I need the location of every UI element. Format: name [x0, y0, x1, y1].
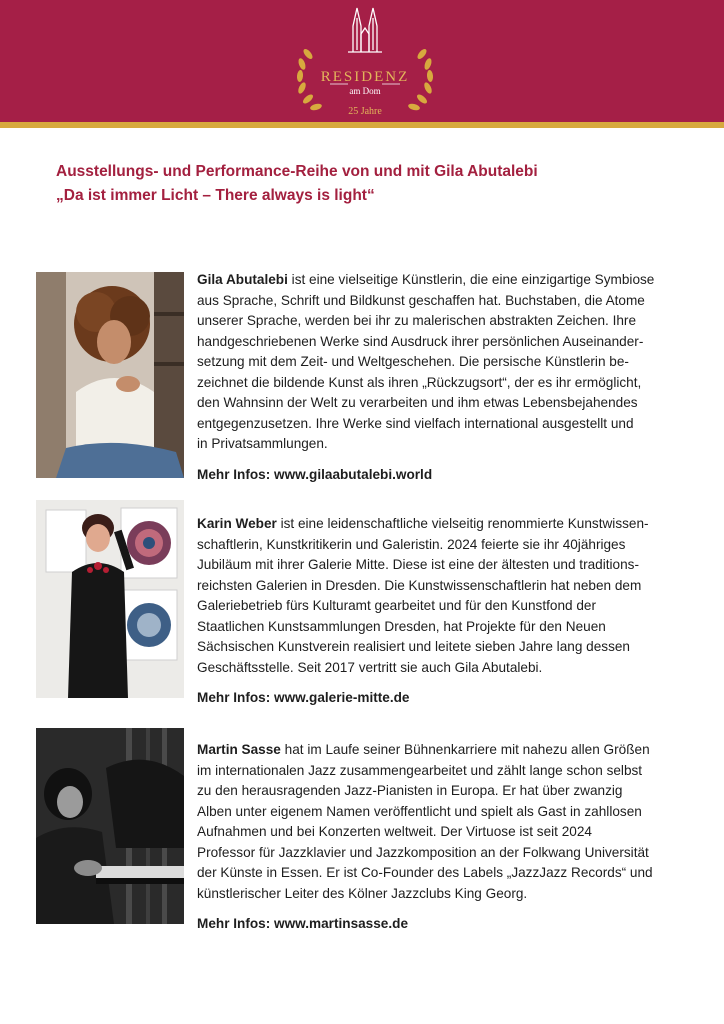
bio-line: Staatlichen Kunstsammlungen Dresden, hat Projekte für den Neuen: [197, 618, 606, 634]
bio-martin-sasse: [197, 740, 693, 935]
artist-name: Gila Abutalebi: [197, 272, 288, 287]
more-info-link[interactable]: Mehr Infos: www.galerie-mitte.de: [197, 690, 410, 705]
header-banner: [0, 0, 724, 128]
bio-line: Galeriebetrieb fürs Kulturamt gearbeitet und für den Kunstfond der: [197, 598, 596, 613]
bio-line: ist eine vielseitige Künstlerin, die eine einzigartige Symbiose: [291, 272, 655, 287]
bio-karin-weber: [197, 514, 693, 709]
residenz-logo: [290, 4, 440, 118]
cathedral-icon: [348, 8, 382, 52]
bio-line: im internationalen Jazz zusammengearbeitet und zählt lange schon selbst: [197, 762, 643, 778]
bio-line: Aufnahmen und bei Konzerten weltweit. Der Virtuose ist seit 2024: [197, 824, 592, 839]
bio-line: Geschäftsstelle. Seit 2017 vertritt sie auch Gila Abutalebi.: [197, 659, 543, 675]
photo-gila-abutalebi: [36, 272, 184, 478]
event-title-line-1: Ausstellungs- und Performance-Reihe von und mit Gila Abutalebi: [56, 163, 538, 180]
bio-line: hat im Laufe seiner Bühnenkarriere mit nahezu allen Größen: [284, 742, 650, 757]
bio-line: aus Sprache, Schrift und Bildkunst geschaffen hat. Buchstaben, die Atome: [197, 292, 645, 308]
bio-line: Sächsischen Kunstverein realisiert und leitete sieben Jahre lang dessen: [197, 639, 630, 654]
logo-years: 25 Jahre: [348, 106, 382, 117]
photo-karin-weber: [36, 500, 184, 698]
bio-line: künstlerischer Leiter des Kölner Jazzclubs King Georg.: [197, 885, 528, 901]
more-info-link[interactable]: Mehr Infos: www.martinsasse.de: [197, 916, 409, 931]
bio-line: zeichnet die bildende Kunst als ihren „Rückzugsort“, der es ihr ermöglicht,: [197, 374, 642, 390]
bio-line: entgegenzusetzen. Ihre Werke sind vielfach international ausgestellt und: [197, 415, 634, 431]
bio-line: reichsten Galerien in Dresden. Die Kunstwissenschaftlerin hat neben dem: [197, 577, 642, 593]
logo-subtitle: am Dom: [349, 86, 381, 96]
bio-line: den Wahnsinn der Welt zu verarbeiten und ihm etwas Lebensbejahendes: [197, 395, 638, 410]
bio-line: in Privatsammlungen.: [197, 436, 328, 451]
event-title: [56, 160, 676, 208]
bio-line: handgeschriebenen Werke sind Ausdruck ihrer persönlichen Auseinander-: [197, 333, 644, 349]
artist-name: Karin Weber: [197, 516, 277, 531]
logo-title: RESIDENZ: [320, 69, 410, 85]
event-title-line-2: „Da ist immer Licht – There always is light“: [56, 187, 375, 204]
bio-line: Jubiläum mit ihrer Galerie Mitte. Diese ist eine der ältesten und traditions-: [197, 557, 639, 572]
bio-line: Professor für Jazzklavier und Jazzkomposition an der Folkwang Universität: [197, 844, 649, 860]
bio-line: der Künste in Essen. Er ist Co-Founder des Labels „JazzJazz Records“ und: [197, 865, 653, 880]
bio-line: Alben unter eigenem Namen veröffentlicht und spielt als Gast in zahllosen: [197, 803, 642, 819]
bio-line: zu den herausragenden Jazz-Pianisten in Europa. Er hat über zwanzig: [197, 783, 623, 798]
bio-gila-abutalebi: [197, 270, 693, 485]
artist-name: Martin Sasse: [197, 742, 281, 757]
bio-line: setzung mit dem Zeit- und Weltgeschehen. Die persische Künstlerin be-: [197, 354, 629, 369]
bio-line: unserer Sprache, werden bei ihr zu malerischen abstrakten Zeichen. Ihre: [197, 313, 637, 328]
bio-line: schaftlerin, Kunstkritikerin und Galeristin. 2024 feierte sie ihr 40jähriges: [197, 536, 626, 552]
photo-martin-sasse: [36, 728, 184, 924]
bio-line: ist eine leidenschaftliche vielseitig renommierte Kunstwissen-: [280, 516, 649, 531]
more-info-link[interactable]: Mehr Infos: www.gilaabutalebi.world: [197, 466, 433, 482]
